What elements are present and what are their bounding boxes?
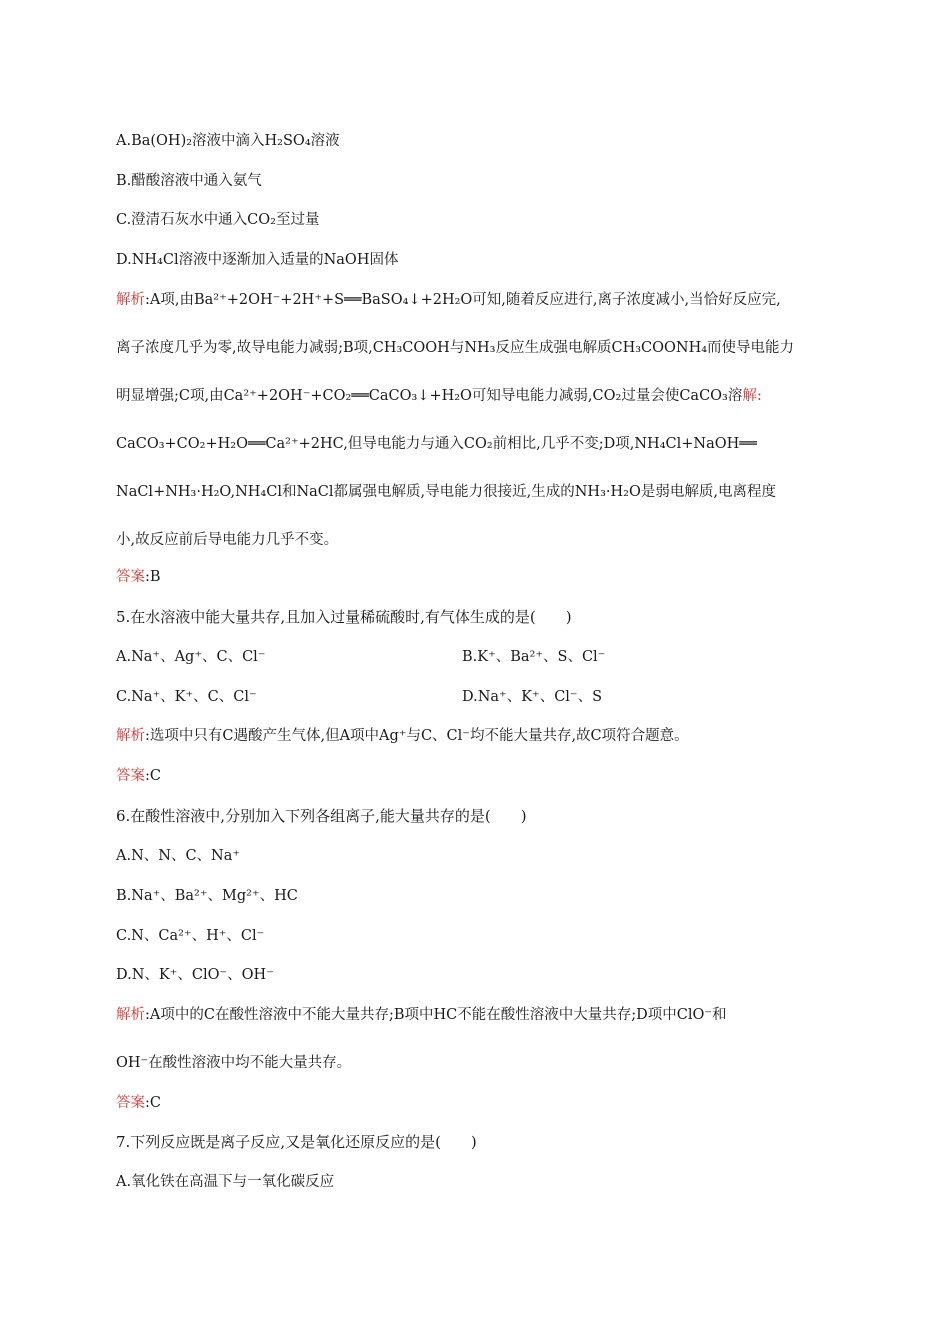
- q5-options-row-2: [116, 687, 816, 707]
- q6-option-d: D.N、K⁺、ClO⁻、OH⁻: [116, 967, 274, 983]
- q6-analysis-line-2: OH⁻在酸性溶液中均不能大量共存。: [116, 1055, 352, 1071]
- q4-analysis-line-2: 离子浓度几乎为零,故导电能力减弱;B项,CH₃COOH与NH₃反应生成强电解质CH₃COONH₄而使导电能力: [116, 340, 795, 356]
- q4-analysis-line-3: [116, 386, 762, 406]
- q4-analysis-line-1: [116, 290, 781, 310]
- analysis-label: 解析: [116, 292, 145, 308]
- q6-answer: [116, 1093, 161, 1113]
- q7-stem: 7.下列反应既是离子反应,又是氧化还原反应的是( ): [116, 1133, 477, 1151]
- q6-option-a: A.N、N、C、Na⁺: [116, 848, 241, 864]
- q4-analysis-line-5: NaCl+NH₃·H₂O,NH₄Cl和NaCl都属强电解质,导电能力很接近,生成的NH₃·H₂O是弱电解质,电离程度: [116, 484, 776, 500]
- q4-analysis-line-4: CaCO₃+CO₂+H₂O══Ca²⁺+2HC,但导电能力与通入CO₂前相比,几乎不变;D项,NH₄Cl+NaOH══: [116, 436, 757, 452]
- q5-option-a: A.Na⁺、Ag⁺、C、Cl⁻: [116, 649, 266, 665]
- q7-option-a: A.氧化铁在高温下与一氧化碳反应: [116, 1174, 335, 1190]
- q4-answer: [116, 567, 161, 587]
- answer-label: 答案: [116, 569, 145, 585]
- analysis-text: :A项,由Ba²⁺+2OH⁻+2H⁺+S══BaSO₄↓+2H₂O可知,随着反应进行,离子浓度减小,当恰好反应完,: [145, 292, 781, 308]
- q5-answer: [116, 766, 161, 786]
- q6-option-c: C.N、Ca²⁺、H⁺、Cl⁻: [116, 928, 265, 944]
- q6-option-b: B.Na⁺、Ba²⁺、Mg²⁺、HC: [116, 888, 298, 904]
- analysis-text: :A项中的C在酸性溶液中不能大量共存;B项中HC不能在酸性溶液中大量共存;D项中ClO⁻和: [145, 1007, 727, 1023]
- q4-option-d: D.NH₄Cl溶液中逐渐加入适量的NaOH固体: [116, 252, 399, 268]
- q6-analysis-line-1: [116, 1005, 727, 1025]
- q5-option-c: C.Na⁺、K⁺、C、Cl⁻: [116, 689, 257, 705]
- q5-option-b: B.K⁺、Ba²⁺、S、Cl⁻: [462, 649, 606, 665]
- analysis-red-text: 解:: [742, 388, 762, 404]
- analysis-text: 明显增强;C项,由Ca²⁺+2OH⁻+CO₂══CaCO₃↓+H₂O可知导电能力减弱,CO₂过量会使CaCO₃溶: [116, 388, 743, 404]
- analysis-label: 解析: [116, 1007, 145, 1023]
- q4-option-c: C.澄清石灰水中通入CO₂至过量: [116, 212, 320, 228]
- analysis-text: :选项中只有C遇酸产生气体,但A项中Ag⁺与C、Cl⁻均不能大量共存,故C项符合题意。: [145, 728, 689, 744]
- q4-analysis-line-6: 小,故反应前后导电能力几乎不变。: [116, 532, 339, 548]
- answer-value: :B: [145, 569, 161, 585]
- analysis-label: 解析: [116, 728, 145, 744]
- q5-option-d: D.Na⁺、K⁺、Cl⁻、S: [462, 689, 603, 705]
- q6-stem: 6.在酸性溶液中,分别加入下列各组离子,能大量共存的是( ): [116, 807, 527, 825]
- q5-analysis: [116, 726, 689, 746]
- q5-stem: 5.在水溶液中能大量共存,且加入过量稀硫酸时,有气体生成的是( ): [116, 608, 572, 626]
- q4-option-a: A.Ba(OH)₂溶液中滴入H₂SO₄溶液: [116, 133, 340, 149]
- answer-value: :C: [145, 768, 161, 784]
- answer-label: 答案: [116, 1095, 145, 1111]
- answer-label: 答案: [116, 768, 145, 784]
- answer-value: :C: [145, 1095, 161, 1111]
- q5-options-row-1: [116, 647, 816, 667]
- q4-option-b: B.醋酸溶液中通入氨气: [116, 173, 262, 189]
